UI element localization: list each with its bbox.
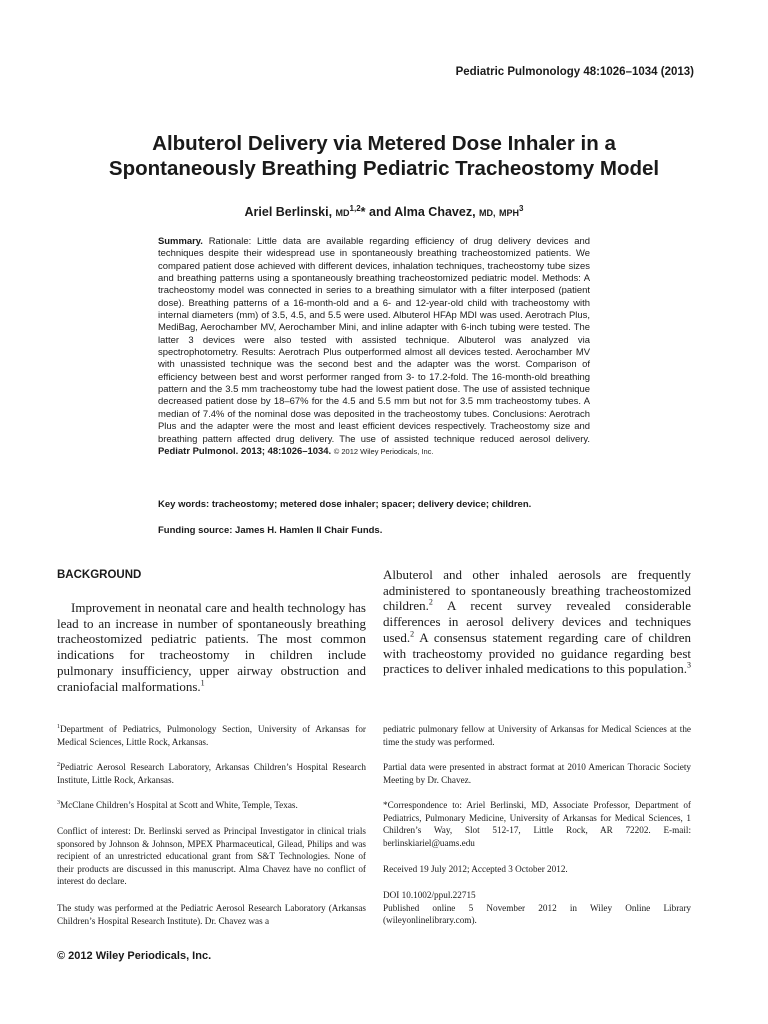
author-list bbox=[0, 205, 768, 219]
footnote-affiliation-2 bbox=[57, 761, 366, 786]
section-heading-background: BACKGROUND bbox=[57, 569, 142, 581]
footnote-conflict-of-interest: Conflict of interest: Dr. Berlinski served as Principal Investigator in clinical trials sponsored by Johnson & Johnson, MPEX Pharmaceutical, Gilead, Philips and was recipient of an unrestricted educational grant from S&T Technologies. None of their products are discussed in this manuscript. Alma Chavez have no conflict of interest do declare. bbox=[57, 826, 366, 887]
background-text: A consensus statement regarding care of children with tracheostomy provided no guidance regarding best practices to deliver inhaled medications to this population. bbox=[383, 629, 691, 677]
abstract-body: Rationale: Little data are available regarding efficiency of drug delivery devices and techniques despite their widespread use in spontaneously breathing tracheostomized patients. We compared patient dose achieved with different devices, inhalation techniques, tracheostomy tube sizes and breathing patterns using a spontaneously breathing tracheostomized pediatric model. Methods: A tracheostomy model was connected in series to a breathing simulator with a filter interposed (patient dose). Breathing patterns of a 16-month-old and a 6- and 12-year-old child with tracheostomy with internal diameters (mm) of 3.5, 4.5, and 5.5 were used. Albuterol HFAp MDI was used. Aerotrach Plus, MediBag, Aerochamber MV, Aerochamber Mini, and inline adapter with 6-inch tubing were tested. The latter 3 devices were also tested with assisted technique. Albuterol was analyzed via spectrophotometry. Results: Aerotrach Plus outperformed almost all devices tested. Aerochamber MV with unassisted technique was the second best and the adapter was the worst. Comparison of efficiency between best and worst performer ranged from 3- to 17.2-fold. The 16-month-old breathing pattern and the 3.5 mm tracheostomy tube had the lowest patient dose. The use of assisted technique decreased patient dose by 18–67% for the 4.5 and 5.5 mm but not for 3.5 mm tracheostomy tubes. A median of 7.4% of the nominal dose was deposited in the tracheostomy tubes. Conclusions: Aerotrach Plus and the adapter were the most and least efficient devices respectively. Tracheostomy size and breathing pattern affected drug delivery. The use of assisted technique reduced aerosol delivery. bbox=[158, 236, 590, 445]
author-1-name: Ariel Berlinski, bbox=[244, 205, 333, 219]
footnote-mark: 2 bbox=[57, 761, 60, 768]
footnote-partial-data: Partial data were presented in abstract format at 2010 American Thoracic Society Meeting by Dr. Chavez. bbox=[383, 762, 691, 785]
footnote-affiliation-1 bbox=[57, 723, 366, 748]
background-paragraph-1 bbox=[57, 600, 366, 694]
footnote-affiliation-3 bbox=[57, 799, 366, 812]
footnote-study-location-cont: pediatric pulmonary fellow at University of Arkansas for Medical Sciences at the time the study was performed. bbox=[383, 724, 691, 747]
published-online: Published online 5 November 2012 in Wiley Online Library (wileyonlinelibrary.com). bbox=[383, 902, 691, 926]
author-1-degree: MD bbox=[335, 208, 350, 218]
article-title bbox=[0, 131, 768, 181]
author-2-degree-1: MD, bbox=[479, 208, 496, 218]
abstract-label: Summary. bbox=[158, 236, 203, 247]
footer-copyright: © 2012 Wiley Periodicals, Inc. bbox=[57, 950, 212, 962]
background-text: Improvement in neonatal care and health technology has lead to an increase in number of spontaneously breathing tracheostomized pediatric patients. The most common indications for tracheostomy in children include pulmonary insufficiency, upper airway obstruction and craniofacial malformations. bbox=[57, 600, 366, 694]
citation-ref: 1 bbox=[200, 678, 205, 688]
doi: DOI 10.1002/ppul.22715 bbox=[383, 890, 476, 900]
footnote-doi-publication bbox=[383, 889, 691, 927]
abstract-citation: Pediatr Pulmonol. 2013; 48:1026–1034. bbox=[158, 445, 332, 457]
funding-source: Funding source: James H. Hamlen II Chair Funds. bbox=[158, 525, 383, 536]
title-line-1: Albuterol Delivery via Metered Dose Inhaler in a bbox=[152, 132, 616, 155]
footnote-correspondence: *Correspondence to: Ariel Berlinski, MD, Associate Professor, Department of Pediatrics, Pulmonary Medicine, University of Arkansas for Medical Sciences, 1 Children’s Way, Slot 512-17, Little Rock, AR 72202. E-mail: berlinskiariel@uams.edu bbox=[383, 800, 691, 848]
footnote-text: McClane Children’s Hospital at Scott and White, Temple, Texas. bbox=[60, 800, 298, 810]
title-line-2: Spontaneously Breathing Pediatric Tracheostomy Model bbox=[108, 157, 660, 180]
footnote-received: Received 19 July 2012; Accepted 3 October 2012. bbox=[383, 864, 568, 874]
abstract-copyright: © 2012 Wiley Periodicals, Inc. bbox=[333, 446, 434, 456]
author-2-affiliation: 3 bbox=[519, 203, 524, 213]
abstract bbox=[158, 236, 590, 458]
journal-citation: Pediatric Pulmonology 48:1026–1034 (2013) bbox=[455, 66, 694, 78]
author-2-degree-2: MPH bbox=[499, 208, 520, 218]
background-text: A recent survey revealed considerable differences in aerosol delivery devices and techniques used. bbox=[383, 598, 691, 645]
footnote-study-location: The study was performed at the Pediatric Aerosol Research Laboratory (Arkansas Children’s Hospital Research Institute). Dr. Chavez was a bbox=[57, 903, 366, 926]
keywords: Key words: tracheostomy; metered dose inhaler; spacer; delivery device; children. bbox=[158, 499, 532, 510]
author-1-affiliation: 1,2 bbox=[349, 203, 361, 213]
footnote-mark: 1 bbox=[57, 723, 60, 730]
author-conjunction: and Alma Chavez, bbox=[369, 205, 476, 219]
footnote-text: Pediatric Aerosol Research Laboratory, Arkansas Children’s Hospital Research Institute, Little Rock, Arkansas. bbox=[57, 762, 366, 785]
footnote-mark: 3 bbox=[57, 799, 60, 806]
author-1-corresponding-mark: * bbox=[360, 205, 366, 219]
citation-ref: 3 bbox=[686, 660, 691, 670]
citation-ref: 2 bbox=[410, 629, 415, 639]
footnote-text: Department of Pediatrics, Pulmonology Section, University of Arkansas for Medical Sciences, Little Rock, Arkansas. bbox=[57, 724, 366, 747]
background-text: Albuterol and other inhaled aerosols are frequently administered to spontaneously breathing tracheostomized children. bbox=[383, 567, 691, 614]
citation-ref: 2 bbox=[428, 598, 433, 608]
background-paragraph-2 bbox=[383, 567, 691, 677]
